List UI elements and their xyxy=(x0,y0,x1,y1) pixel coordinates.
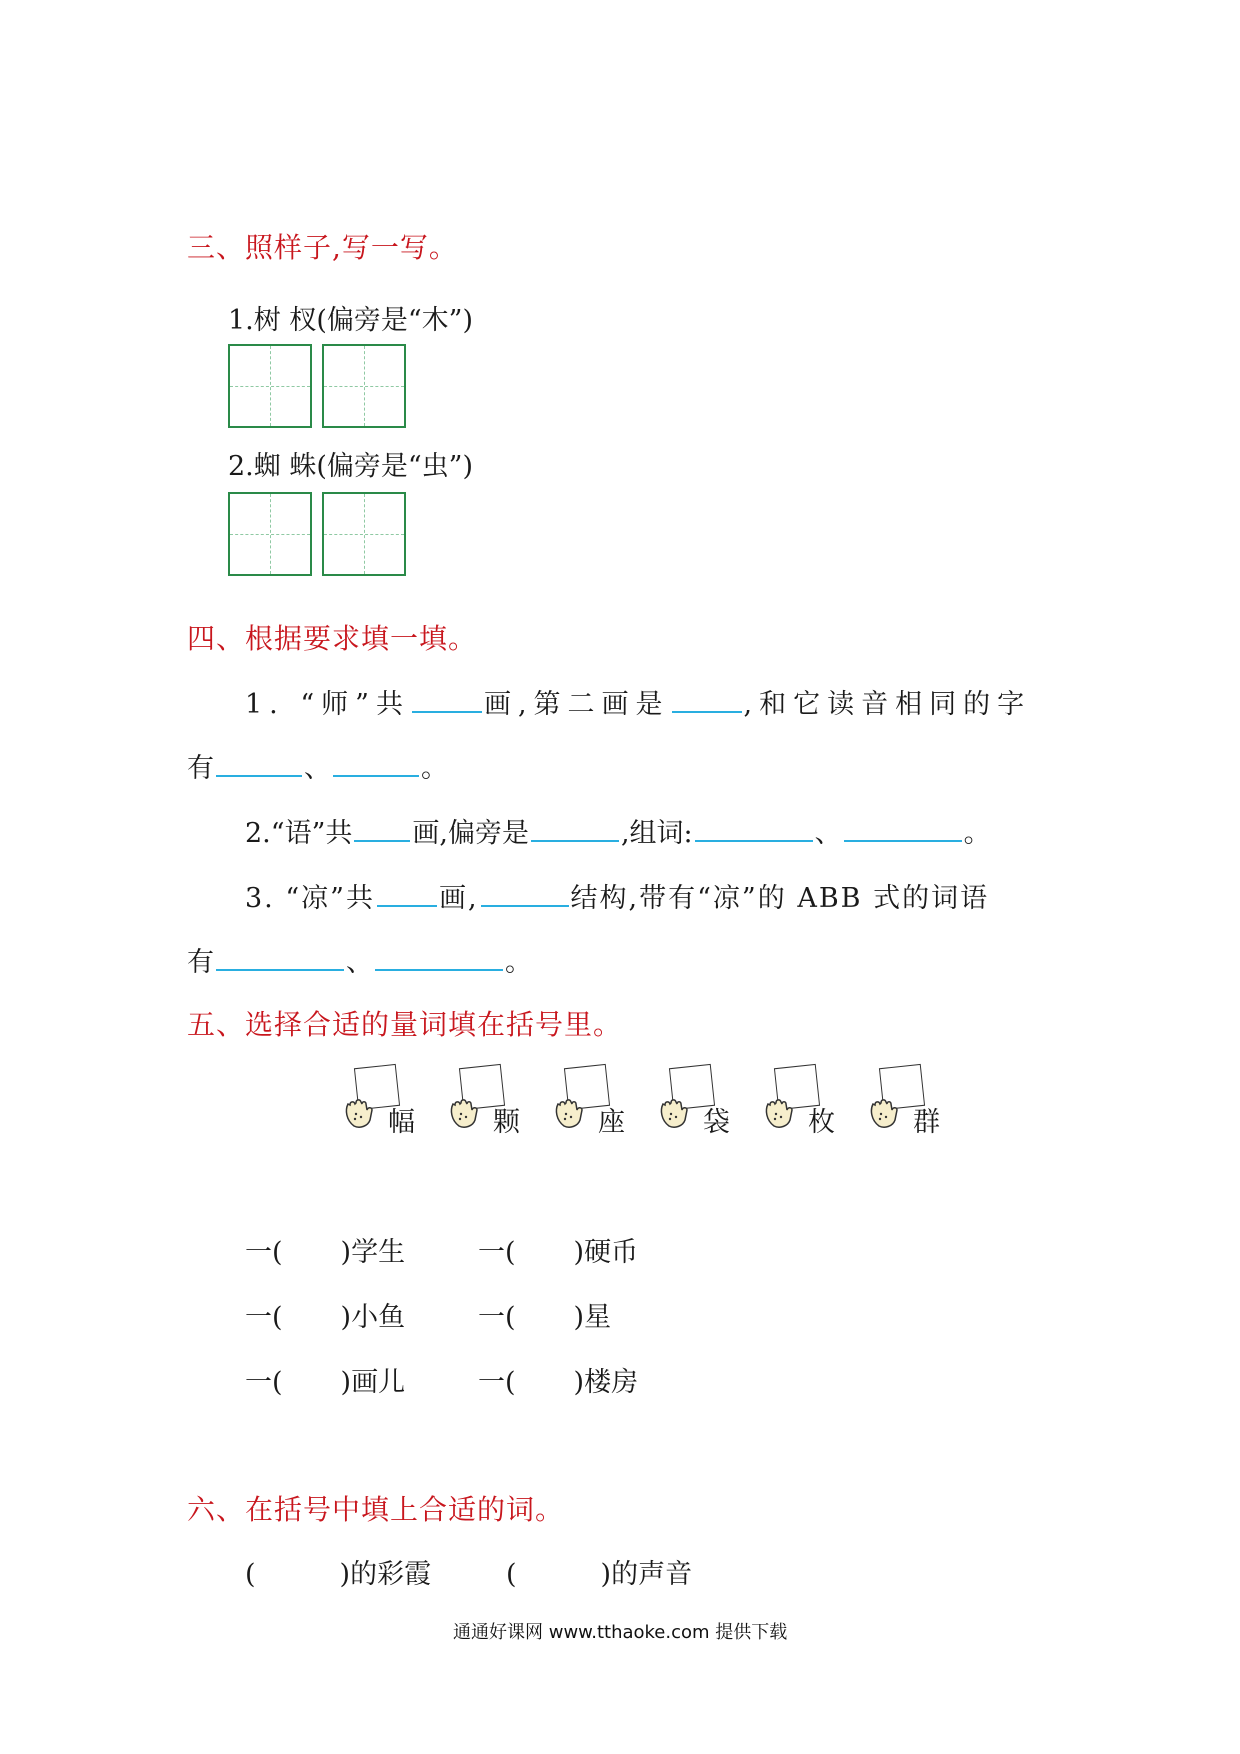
q-text: 1. “师”共 xyxy=(245,689,410,720)
q-text: 结构,带有“凉”的 ABB 式的词语 xyxy=(570,883,990,914)
section-4-heading: 四、根据要求填一填。 xyxy=(187,622,478,655)
measure-word-card[interactable] xyxy=(657,1066,730,1138)
item-noun: 硬币 xyxy=(584,1237,639,1268)
q-text: ,组词: xyxy=(620,818,693,849)
item-suffix: ) xyxy=(340,1302,352,1333)
question-4-1-line-2 xyxy=(187,746,448,785)
item-prefix: 一( xyxy=(478,1367,516,1398)
item-prefix: 一( xyxy=(478,1302,516,1333)
item-prefix: 一( xyxy=(245,1302,283,1333)
q-text: 有 xyxy=(187,753,214,784)
measure-word-card[interactable] xyxy=(867,1066,940,1138)
q-text: 3. “凉”共 xyxy=(245,883,375,914)
measure-word-card[interactable] xyxy=(762,1066,835,1138)
q-text: 有 xyxy=(187,947,214,978)
footer-text: 通通好课网 www.tthaoke.com 提供下载 xyxy=(453,1622,788,1643)
hand-icon xyxy=(657,1096,691,1130)
writing-grid-box[interactable] xyxy=(228,492,312,576)
section-6-item-left xyxy=(245,1552,431,1591)
hand-icon xyxy=(867,1096,901,1130)
item-suffix: ) xyxy=(573,1237,585,1268)
answer-blank[interactable] xyxy=(377,883,437,907)
measure-word-item xyxy=(478,1295,611,1334)
q-text: 画,第二画是 xyxy=(483,689,670,720)
measure-word-char: 颗 xyxy=(493,1107,520,1138)
close-paren: ) xyxy=(600,1559,612,1590)
open-paren: ( xyxy=(245,1559,256,1590)
section-6-item-right xyxy=(506,1552,692,1591)
answer-blank[interactable] xyxy=(375,947,503,971)
open-paren: ( xyxy=(506,1559,517,1590)
answer-blank[interactable] xyxy=(481,883,569,907)
q-text: 2.“语”共 xyxy=(245,818,353,849)
hand-icon xyxy=(447,1096,481,1130)
hand-icon xyxy=(762,1096,796,1130)
question-4-3-line-1 xyxy=(245,876,989,915)
answer-blank[interactable] xyxy=(672,689,742,713)
question-4-1-line-1 xyxy=(245,682,1031,721)
item-prefix: 一( xyxy=(245,1367,283,1398)
answer-blank[interactable] xyxy=(354,818,410,842)
hand-icon xyxy=(342,1096,376,1130)
section-5-heading: 五、选择合适的量词填在括号里。 xyxy=(187,1008,623,1041)
item-prefix: 一( xyxy=(245,1237,283,1268)
section-6-heading: 六、在括号中填上合适的词。 xyxy=(187,1493,565,1526)
writing-grid-box[interactable] xyxy=(228,344,312,428)
item-suffix: ) xyxy=(340,1367,352,1398)
q-text: 画,偏旁是 xyxy=(412,818,529,849)
item-noun: 学生 xyxy=(351,1237,406,1268)
item-suffix: ) xyxy=(573,1302,585,1333)
hand-icon xyxy=(552,1096,586,1130)
answer-blank[interactable] xyxy=(333,753,419,777)
measure-word-char: 袋 xyxy=(703,1107,730,1138)
measure-word-item xyxy=(245,1230,405,1269)
section-3-item-2: 2.蜘 蛛(偏旁是“虫”) xyxy=(228,451,474,482)
item-noun: 小鱼 xyxy=(351,1302,406,1333)
q-text: 画, xyxy=(438,883,479,914)
measure-word-card[interactable] xyxy=(342,1066,415,1138)
q-text: 。 xyxy=(421,753,448,784)
item-suffix: ) xyxy=(340,1237,352,1268)
measure-word-char: 幅 xyxy=(388,1107,415,1138)
measure-word-item xyxy=(478,1360,638,1399)
item-noun: 星 xyxy=(584,1302,612,1333)
q-text: 、 xyxy=(814,818,842,849)
answer-blank[interactable] xyxy=(844,818,962,842)
close-paren: ) xyxy=(339,1559,351,1590)
item-noun: 画儿 xyxy=(351,1367,406,1398)
writing-grid-box[interactable] xyxy=(322,344,406,428)
section-3-item-1: 1.树 杈(偏旁是“木”) xyxy=(228,305,474,336)
answer-blank[interactable] xyxy=(216,753,302,777)
question-4-3-line-2 xyxy=(187,940,532,979)
measure-word-card[interactable] xyxy=(552,1066,625,1138)
question-4-2 xyxy=(245,811,991,850)
measure-word-char: 群 xyxy=(913,1107,940,1138)
phrase-text: 的彩霞 xyxy=(350,1559,432,1590)
answer-blank[interactable] xyxy=(531,818,619,842)
q-text: 、 xyxy=(304,753,331,784)
measure-word-char: 座 xyxy=(598,1107,625,1138)
q-text: 、 xyxy=(346,947,373,978)
phrase-text: 的声音 xyxy=(611,1559,693,1590)
item-suffix: ) xyxy=(573,1367,585,1398)
answer-blank[interactable] xyxy=(695,818,813,842)
measure-word-card[interactable] xyxy=(447,1066,520,1138)
measure-word-item xyxy=(245,1360,405,1399)
q-text: 。 xyxy=(505,947,532,978)
item-noun: 楼房 xyxy=(584,1367,639,1398)
measure-word-item xyxy=(478,1230,638,1269)
q-text: 。 xyxy=(963,818,991,849)
writing-grid-box[interactable] xyxy=(322,492,406,576)
item-prefix: 一( xyxy=(478,1237,516,1268)
q-text: ,和它读音相同的字 xyxy=(743,689,1032,720)
answer-blank[interactable] xyxy=(412,689,482,713)
section-3-heading: 三、照样子,写一写。 xyxy=(187,231,458,264)
measure-word-item xyxy=(245,1295,405,1334)
answer-blank[interactable] xyxy=(216,947,344,971)
measure-word-char: 枚 xyxy=(808,1107,835,1138)
